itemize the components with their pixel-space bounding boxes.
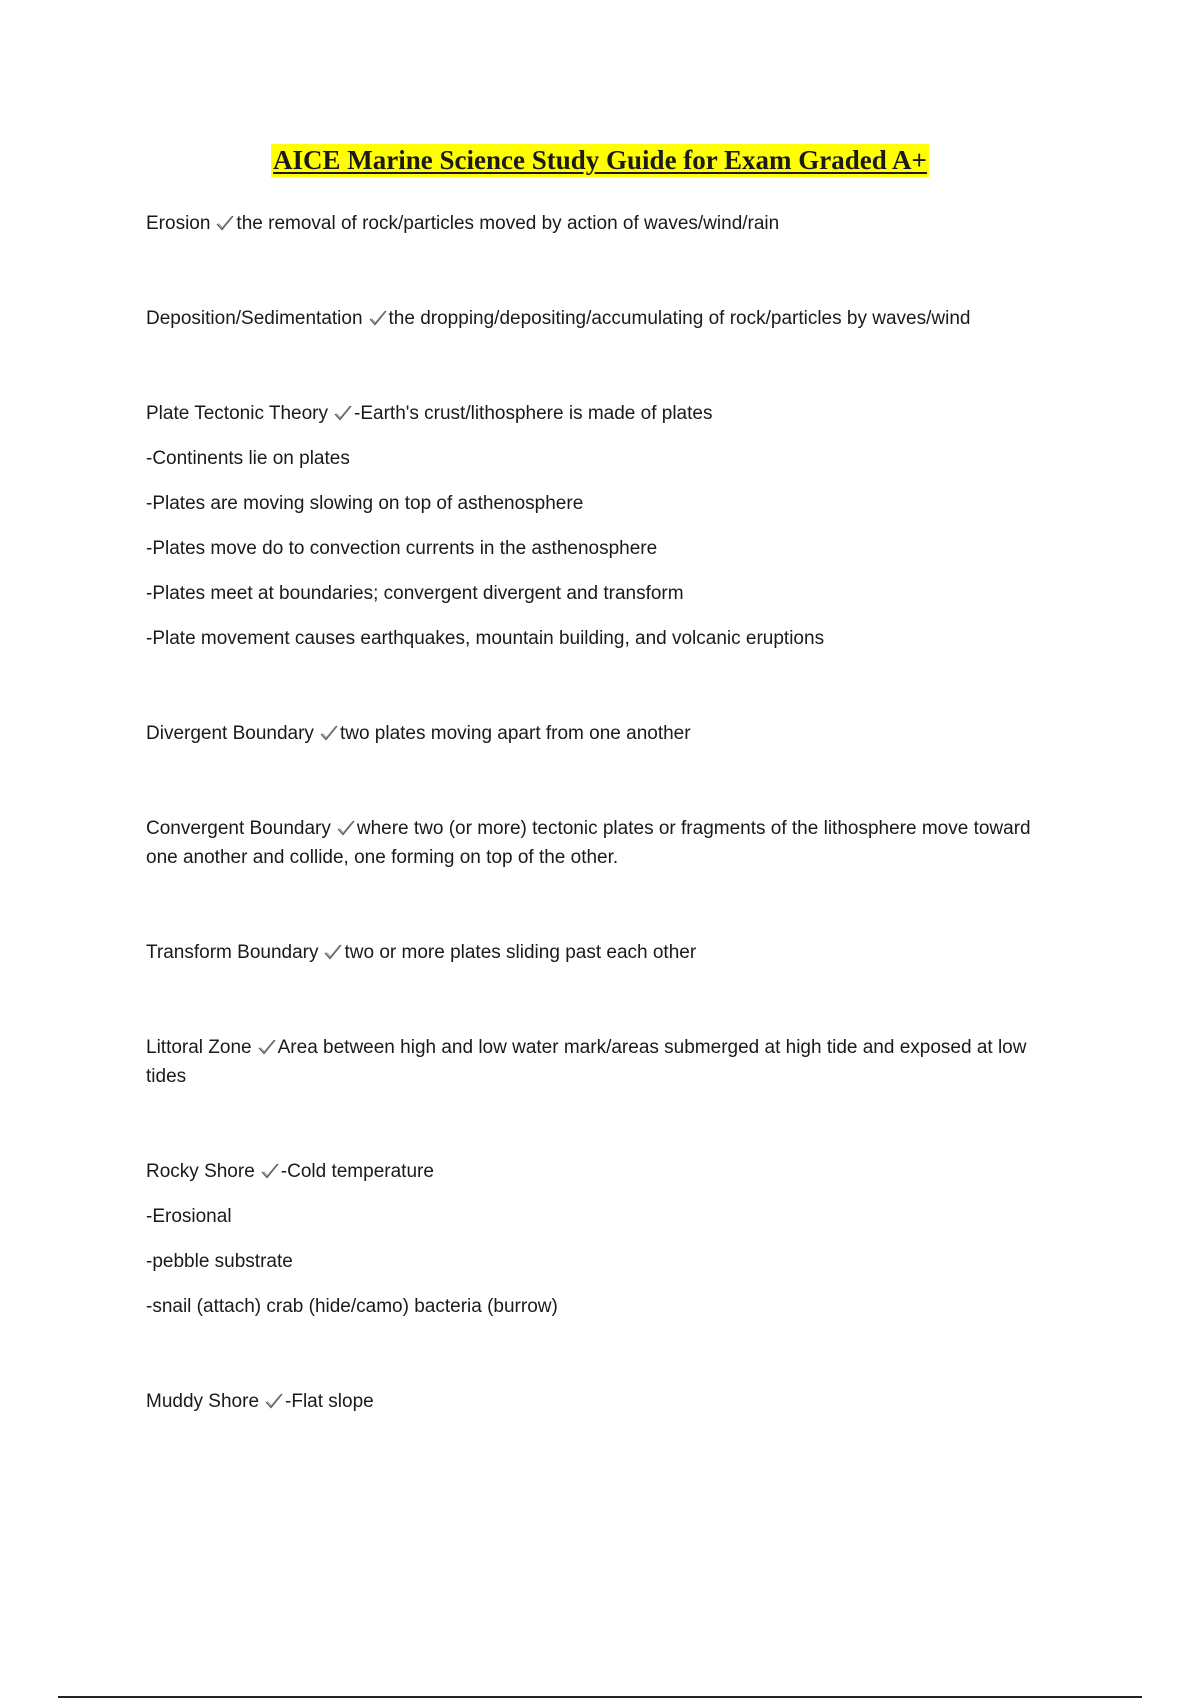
definition: Area between high and low water mark/areas submerged at high tide and exposed at low tides bbox=[146, 1037, 1027, 1087]
term: Erosion bbox=[146, 213, 211, 234]
definition: two or more plates sliding past each other bbox=[344, 942, 697, 963]
list-item: -pebble substrate bbox=[146, 1251, 293, 1272]
entry-transform-boundary bbox=[146, 938, 1066, 967]
term: Convergent Boundary bbox=[146, 818, 331, 839]
term: Rocky Shore bbox=[146, 1161, 255, 1182]
definition: -Earth's crust/lithosphere is made of plates bbox=[354, 403, 713, 424]
term: Littoral Zone bbox=[146, 1037, 252, 1058]
document-title: AICE Marine Science Study Guide for Exam Graded A+ bbox=[273, 145, 927, 175]
entry-rocky-shore bbox=[146, 1157, 1066, 1321]
footer-divider bbox=[58, 1696, 1142, 1698]
term: Deposition/Sedimentation bbox=[146, 308, 363, 329]
check-icon bbox=[215, 214, 235, 232]
list-item: -Plates are moving slowing on top of asthenosphere bbox=[146, 493, 584, 514]
entry-convergent-boundary bbox=[146, 814, 1066, 872]
definition: -Cold temperature bbox=[280, 1161, 434, 1182]
entry-deposition bbox=[146, 304, 1066, 333]
check-icon bbox=[319, 724, 339, 742]
check-icon bbox=[257, 1038, 277, 1056]
check-icon bbox=[264, 1392, 284, 1410]
document-body bbox=[146, 209, 1066, 1416]
term: Plate Tectonic Theory bbox=[146, 403, 329, 424]
definition: two plates moving apart from one another bbox=[339, 723, 691, 744]
definition: -Flat slope bbox=[285, 1391, 374, 1412]
entry-littoral-zone bbox=[146, 1033, 1066, 1091]
list-item: -Plates meet at boundaries; convergent divergent and transform bbox=[146, 583, 684, 604]
definition: the removal of rock/particles moved by action of waves/wind/rain bbox=[236, 213, 780, 234]
definition: the dropping/depositing/accumulating of rock/particles by waves/wind bbox=[388, 308, 971, 329]
list-item: -Plates move do to convection currents in the asthenosphere bbox=[146, 538, 658, 559]
check-icon bbox=[336, 819, 356, 837]
term: Divergent Boundary bbox=[146, 723, 314, 744]
check-icon bbox=[323, 943, 343, 961]
check-icon bbox=[260, 1162, 280, 1180]
term: Muddy Shore bbox=[146, 1391, 260, 1412]
check-icon bbox=[333, 404, 353, 422]
entry-divergent-boundary bbox=[146, 719, 1066, 748]
list-item: -snail (attach) crab (hide/camo) bacteria (burrow) bbox=[146, 1296, 558, 1317]
entry-erosion bbox=[146, 209, 1066, 238]
check-icon bbox=[368, 309, 388, 327]
entry-plate-tectonic-theory bbox=[146, 399, 1066, 653]
definition: where two (or more) tectonic plates or fragments of the lithosphere move toward one another and collide, one forming on top of the other. bbox=[146, 818, 1031, 868]
entry-muddy-shore bbox=[146, 1387, 1066, 1416]
list-item: -Continents lie on plates bbox=[146, 448, 350, 469]
list-item: -Erosional bbox=[146, 1206, 232, 1227]
list-item: -Plate movement causes earthquakes, mountain building, and volcanic eruptions bbox=[146, 628, 825, 649]
term: Transform Boundary bbox=[146, 942, 319, 963]
